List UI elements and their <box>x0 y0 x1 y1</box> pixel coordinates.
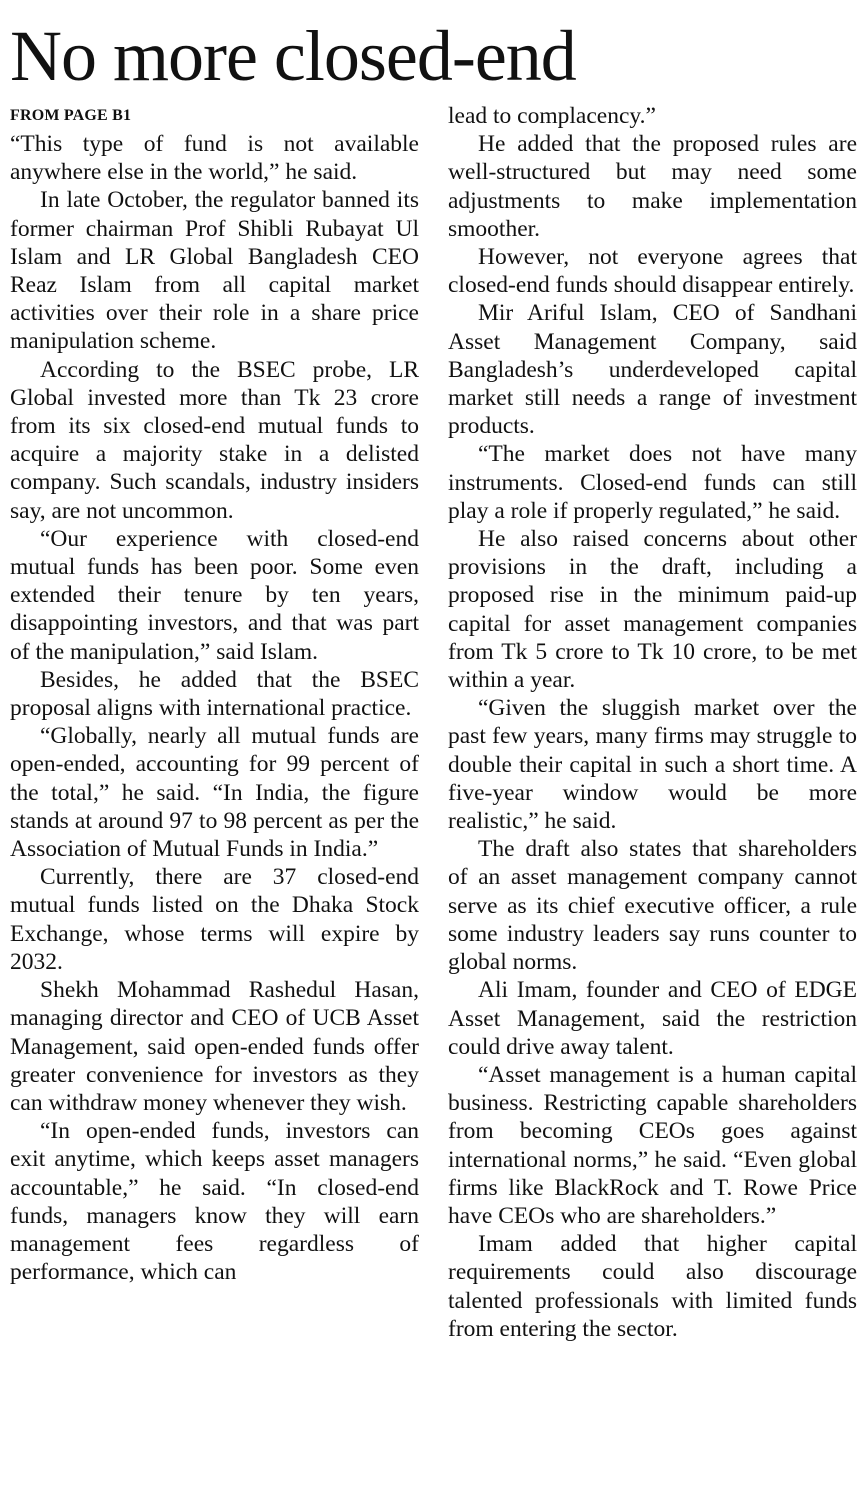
paragraph: Shekh Mohammad Rashedul Hasan, managing director and CEO of UCB Asset Management, said open-ended funds offer greater convenience for investors as they can withdraw money whenever they wish. <box>10 977 419 1116</box>
paragraph: lead to complacency.” <box>448 103 656 129</box>
headline: No more closed-end <box>10 16 576 96</box>
paragraph: He also raised concerns about other provisions in the draft, including a proposed rise in the minimum paid-up capital for asset management companies from Tk 5 crore to Tk 10 crore, to be met within a year. <box>448 526 857 694</box>
paragraph: “The market does not have many instruments. Closed-end funds can still play a role if properly regulated,” he said. <box>448 441 857 524</box>
paragraph: In late October, the regulator banned its former chairman Prof Shibli Rubayat Ul Islam and LR Global Bangladesh CEO Reaz Islam from all capital market activities over their role in a share price manipulation scheme. <box>10 187 419 355</box>
paragraph: “In open-ended funds, investors can exit anytime, which keeps asset managers accountable,” he said. “In closed-end funds, managers know they will earn management fees regardless of performance, which can <box>10 1118 419 1286</box>
paragraph: “This type of fund is not available anywhere else in the world,” he said. <box>10 131 419 186</box>
paragraph: He added that the proposed rules are well-structured but may need some adjustments to make implementation smoother. <box>448 131 857 242</box>
paragraph: “Asset management is a human capital business. Restricting capable shareholders from becoming CEOs goes against international norms,” he said. “Even global firms like BlackRock and T. Rowe Price have CEOs who are shareholders.” <box>448 1061 857 1229</box>
kicker-from-page: FROM PAGE B1 <box>10 107 132 124</box>
paragraph: “Given the sluggish market over the past few years, many firms may struggle to double their capital in such a short time. A five-year window would be more realistic,” he said. <box>448 695 857 835</box>
paragraph: Imam added that higher capital requirements could also discourage talented professionals with limited funds from entering the sector. <box>448 1231 857 1342</box>
paragraph: Ali Imam, founder and CEO of EDGE Asset Management, said the restriction could drive away talent. <box>448 977 857 1060</box>
paragraph: According to the BSEC probe, LR Global invested more than Tk 23 crore from its six closed-end mutual funds to acquire a majority stake in a delisted company. Such scandals, industry insiders say, are not uncommon. <box>10 356 419 524</box>
paragraph: “Globally, nearly all mutual funds are open-ended, accounting for 99 percent of the total,” he said. “In India, the figure stands at around 97 to 98 percent as per the Association of Mutual Funds in India.” <box>10 723 419 863</box>
article-column-right <box>448 102 857 1343</box>
paragraph: Currently, there are 37 closed-end mutual funds listed on the Dhaka Stock Exchange, whose terms will expire by 2032. <box>10 864 419 975</box>
article-column-left <box>10 102 419 1286</box>
paragraph: However, not everyone agrees that closed-end funds should disappear entirely. <box>448 244 857 299</box>
paragraph: Besides, he added that the BSEC proposal aligns with international practice. <box>10 666 419 722</box>
paragraph: Mir Ariful Islam, CEO of Sandhani Asset Management Company, said Bangladesh’s underdeveloped capital market still needs a range of investment products. <box>448 300 857 440</box>
paragraph: The draft also states that shareholders of an asset management company cannot serve as its chief executive officer, a rule some industry leaders say runs counter to global norms. <box>448 836 857 976</box>
paragraph: “Our experience with closed-end mutual funds has been poor. Some even extended their tenure by ten years, disappointing investors, and that was part of the manipulation,” said Islam. <box>10 525 419 665</box>
